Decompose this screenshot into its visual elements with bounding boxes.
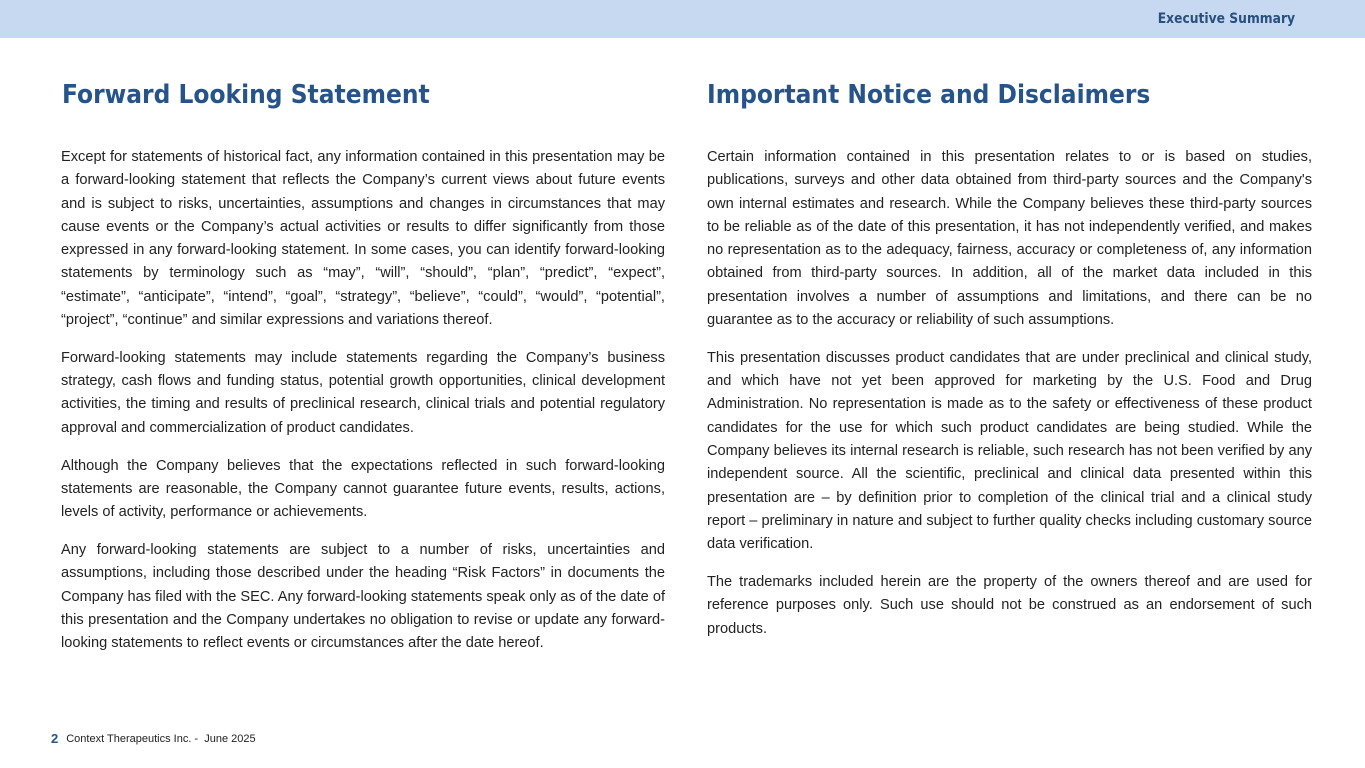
paragraph: Except for statements of historical fact, any information contained in this presentation may be a forward-looking statement that reflects the Company’s current views about future events and is subject to risks, uncertainties, assumptions and changes in circumstances that may cause events or the Company’s actual activities or results to differ significantly from those expressed in any forward-looking statement. In some cases, you can identify forward-looking statements by terminology such as “may”, “will”, “should”, “plan”, “predict”, “expect”, “estimate”, “anticipate”, “intend”, “goal”, “strategy”, “believe”, “could”, “would”, “potential”, “project”, “continue” and similar expressions and variations thereof.	[61, 149, 665, 329]
section-label: Executive Summary	[1157, 11, 1295, 27]
disclaimers-heading: Important Notice and Disclaimers	[707, 80, 1151, 110]
paragraph: Any forward-looking statements are subject to a number of risks, uncertainties and assumptions, including those described under the heading “Risk Factors” in documents the Company has filed with the SEC. Any forward-looking statements speak only as of the date of this presentation and the Company undertakes no obligation to revise or update any forward-looking statements to reflect events or circumstances after the date hereof.	[61, 541, 665, 652]
forward-looking-heading: Forward Looking Statement	[62, 80, 430, 110]
footer	[51, 731, 256, 746]
disclaimers-column	[707, 146, 1312, 655]
paragraph: The trademarks included herein are the property of the owners thereof and are used for reference purposes only. Such use should not be construed as an endorsement of such products.	[707, 574, 1312, 637]
paragraph: Although the Company believes that the expectations reflected in such forward-looking statements are reasonable, the Company cannot guarantee future events, results, actions, levels of activity, performance or achievements.	[61, 457, 665, 521]
header-band	[0, 0, 1365, 38]
footer-text: Context Therapeutics Inc. - June 2025	[66, 732, 256, 745]
paragraph: Forward-looking statements may include statements regarding the Company’s business strategy, cash flows and funding status, potential growth opportunities, clinical development activities, the timing and results of preclinical research, clinical trials and potential regulatory approval and commercialization of product candidates.	[61, 349, 665, 436]
page-number: 2	[51, 731, 59, 746]
paragraph: Certain information contained in this presentation relates to or is based on studies, publications, surveys and other data obtained from third-party sources and the Company's own internal estimates and research. While the Company believes these third-party sources to be reliable as of the date of this presentation, it has not independently verified, and makes no representation as to the adequacy, fairness, accuracy or completeness of, any information obtained from third-party sources. In addition, all of the market data included in this presentation involves a number of assumptions and limitations, and there can be no guarantee as to the accuracy or reliability of such assumptions.	[707, 149, 1312, 329]
paragraph: This presentation discusses product candidates that are under preclinical and clinical study, and which have not yet been approved for marketing by the U.S. Food and Drug Administration. No representation is made as to the safety or effectiveness of these product candidates for the use for which such product candidates are being studied. While the Company believes its internal research is reliable, such research has not been verified by any independent source. All the scientific, preclinical and clinical data presented within this presentation are – by definition prior to completion of the clinical trial and a clinical study report – preliminary in nature and subject to further quality checks including customary source data verification.	[707, 349, 1312, 553]
forward-looking-column	[61, 146, 665, 670]
